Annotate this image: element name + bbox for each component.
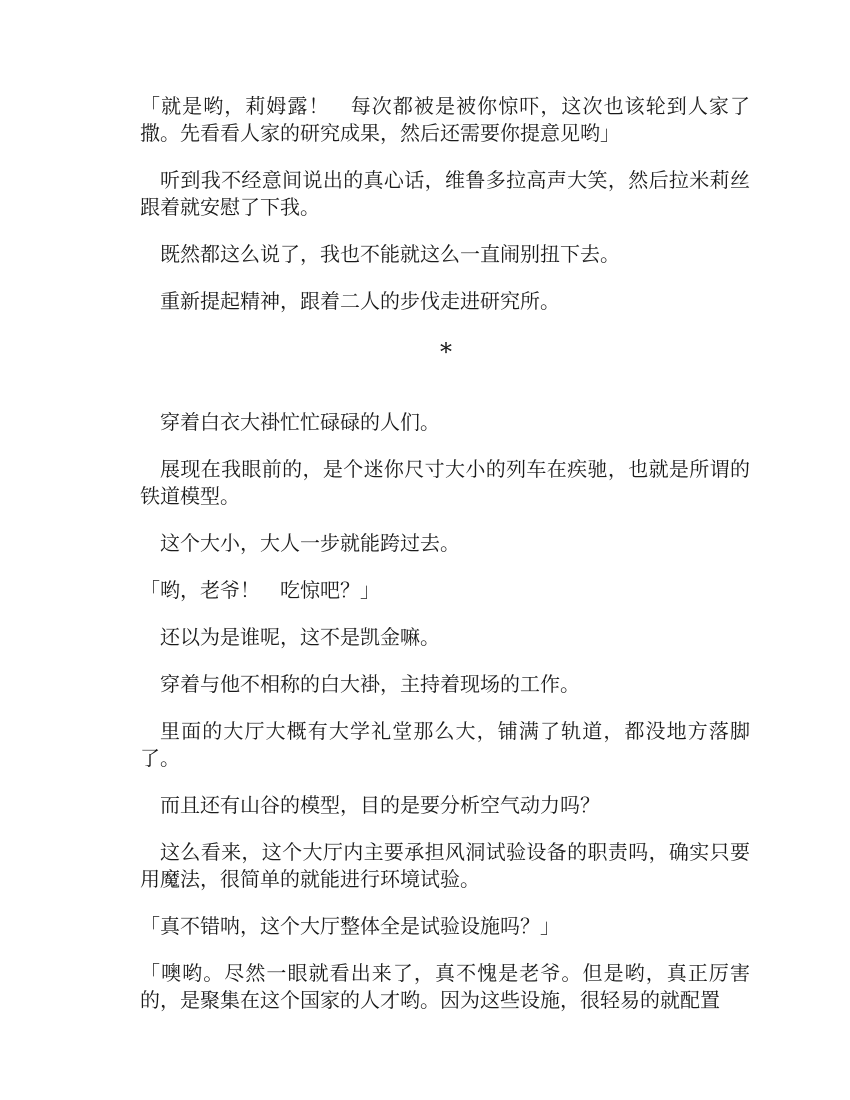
paragraph: 「哟，老爷！ 吃惊吧？」 (140, 578, 380, 602)
paragraph: 里面的大厅大概有大学礼堂那么大，铺满了轨道，都没地方落脚了。 (140, 719, 750, 770)
paragraph: 展现在我眼前的，是个迷你尺寸大小的列车在疾驰，也就是所谓的铁道模型。 (140, 457, 750, 508)
paragraph: 穿着白衣大褂忙忙碌碌的人们。 (160, 410, 440, 434)
paragraph: 「噢哟。尽然一眼就看出来了，真不愧是老爷。但是哟，真正厉害的，是聚集在这个国家的人才哟。因为这些设施，很轻易的就配置 (140, 961, 750, 1012)
paragraph: 既然都这么说了，我也不能就这么一直闹别扭下去。 (160, 242, 620, 266)
paragraph: 而且还有山谷的模型，目的是要分析空气动力吗？ (160, 793, 600, 817)
paragraph: 穿着与他不相称的白大褂，主持着现场的工作。 (160, 672, 580, 696)
paragraph: 听到我不经意间说出的真心话，维鲁多拉高声大笑，然后拉米莉丝跟着就安慰了下我。 (140, 168, 750, 219)
paragraph: 这个大小，大人一步就能跨过去。 (160, 531, 460, 555)
section-before-break (140, 93, 750, 315)
paragraph: 重新提起精神，跟着二人的步伐走进研究所。 (160, 289, 560, 313)
document-body (140, 93, 750, 1034)
paragraph: 还以为是谁呢，这不是凯金嘛。 (160, 625, 440, 649)
section-break-asterisk: * (440, 338, 452, 366)
section-after-break (140, 409, 750, 1014)
paragraph: 这么看来，这个大厅内主要承担风洞试验设备的职责吗，确实只要用魔法，很简单的就能进行环境试验。 (140, 840, 750, 891)
paragraph: 「就是哟，莉姆露！ 每次都被是被你惊吓，这次也该轮到人家了撒。先看看人家的研究成果，然后还需要你提意见哟」 (140, 94, 750, 145)
paragraph: 「真不错呐，这个大厅整体全是试验设施吗？」 (140, 914, 560, 938)
